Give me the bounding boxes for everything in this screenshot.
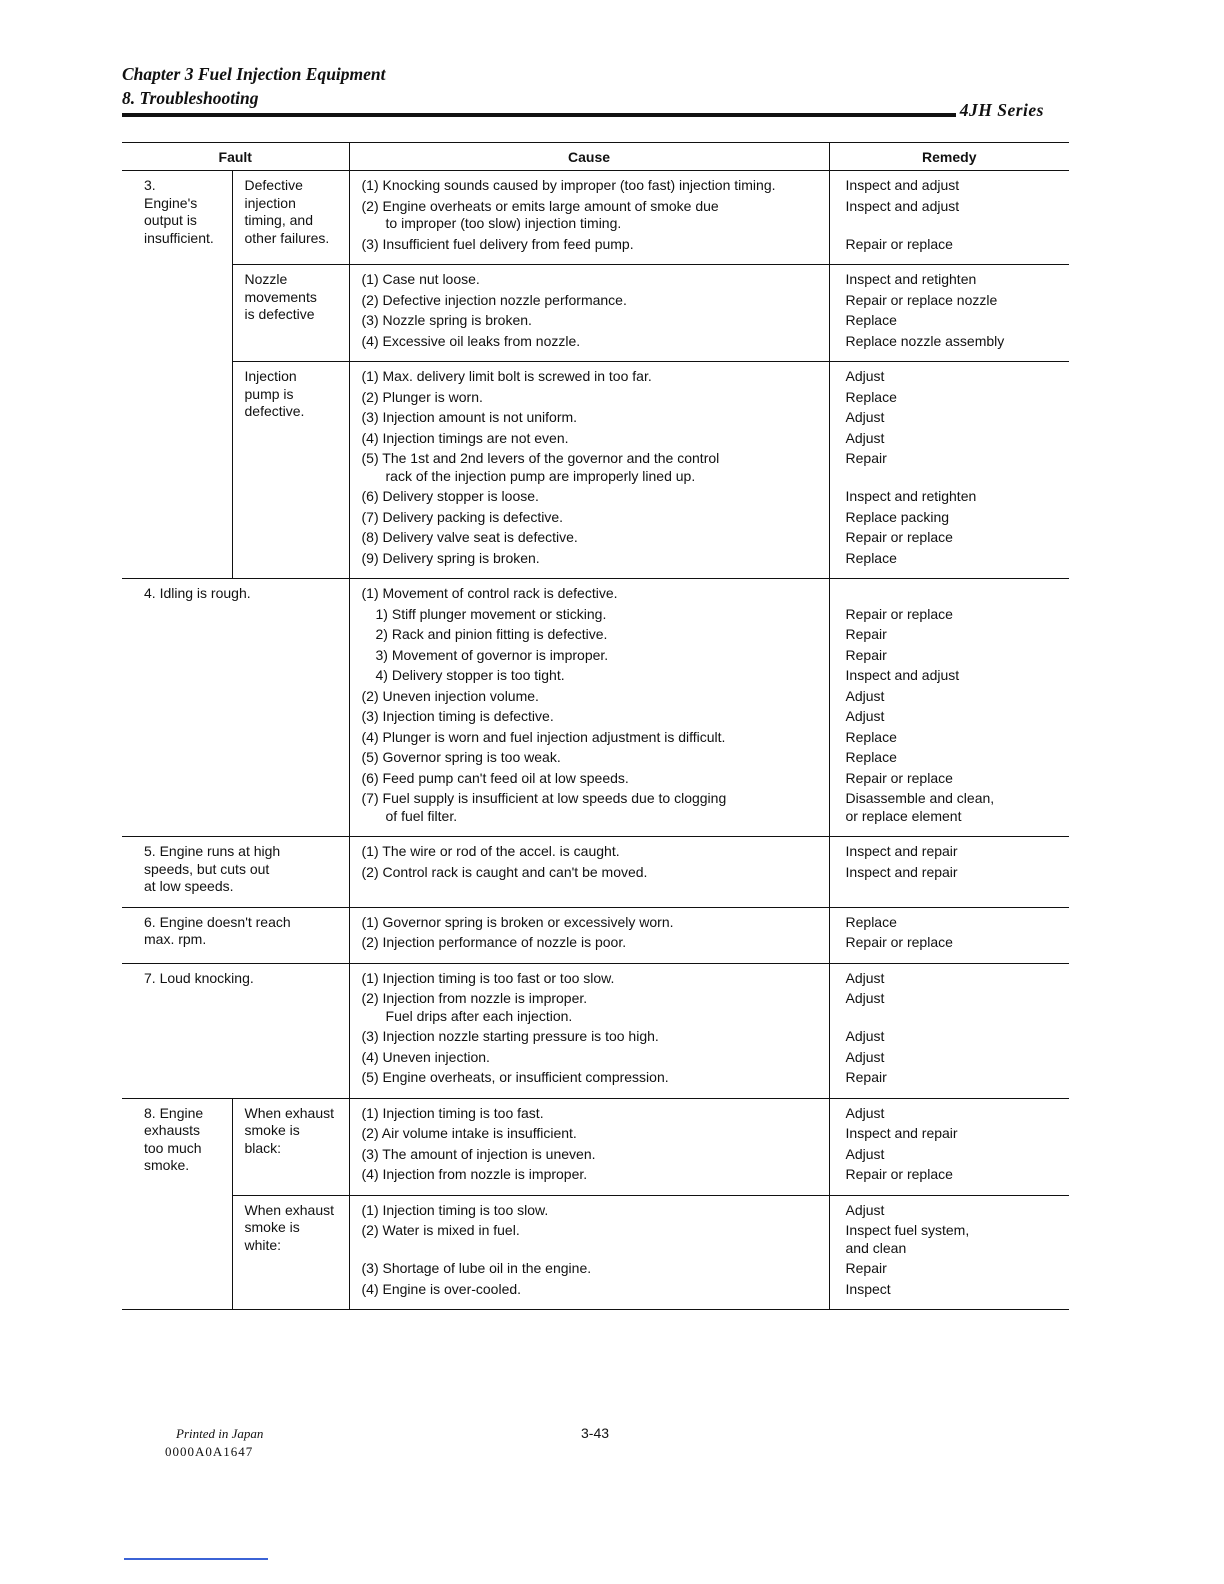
cause-line: (2) Uneven injection volume. <box>361 687 539 704</box>
remedy-cell <box>829 579 1069 837</box>
remedy-line: Adjust <box>845 1201 885 1218</box>
fault-line: at low speeds. <box>144 878 234 894</box>
cause-cell <box>349 837 829 908</box>
remedy-line <box>846 215 1066 232</box>
remedy-line: Repair or replace <box>845 934 953 950</box>
cause-line: (1) Case nut loose. <box>361 271 480 287</box>
remedy-line: Inspect and repair <box>845 1125 958 1141</box>
remedy-line: Adjust <box>845 687 885 704</box>
cause-line: of fuel filter. <box>385 807 458 824</box>
fault-line: 7. Loud knocking. <box>144 969 254 986</box>
cause-line: (1) Injection timing is too fast or too slow. <box>361 969 615 986</box>
cause-line: Fuel drips after each injection. <box>385 1007 573 1024</box>
cause-line: (2) Air volume intake is insufficient. <box>361 1125 577 1141</box>
fault-sub-line: white: <box>244 1236 282 1253</box>
remedy-header: Remedy <box>829 143 1069 171</box>
page-number: 3-43 <box>581 1425 610 1441</box>
remedy-line: Replace <box>845 913 897 930</box>
remedy-line: Inspect and repair <box>845 843 958 859</box>
cause-line: (2) Injection performance of nozzle is poor. <box>361 934 627 950</box>
remedy-cell <box>829 1098 1069 1195</box>
remedy-line: Replace <box>845 312 897 328</box>
cause-line: (5) Engine overheats, or insufficient compression. <box>361 1069 669 1085</box>
cause-line: (2) Plunger is worn. <box>361 388 483 405</box>
cause-cell <box>349 907 829 963</box>
cause-line: (1) Knocking sounds caused by improper (too fast) injection timing. <box>361 177 776 193</box>
fault-cell <box>122 963 349 1098</box>
remedy-line: Replace nozzle assembly <box>845 332 1005 349</box>
cause-cell <box>349 579 829 837</box>
cause-cell <box>349 171 829 265</box>
cause-line <box>362 1240 825 1257</box>
cause-cell <box>349 1098 829 1195</box>
cause-line: 2) Rack and pinion fitting is defective. <box>375 626 608 642</box>
table-row <box>122 1098 1069 1195</box>
cause-line: (9) Delivery spring is broken. <box>361 549 540 566</box>
printed-in-label: Printed in Japan <box>176 1426 264 1441</box>
remedy-line: Repair <box>845 1069 887 1085</box>
remedy-line: Repair <box>845 646 887 663</box>
remedy-line: Disassemble and clean, <box>845 790 995 806</box>
remedy-cell <box>829 963 1069 1098</box>
cause-cell <box>349 1195 829 1310</box>
fault-cell <box>122 1098 232 1310</box>
fault-sub-line: Defective <box>244 177 303 193</box>
remedy-line: Repair or replace <box>845 529 953 545</box>
fault-header: Fault <box>122 143 349 171</box>
remedy-line: Repair <box>845 626 887 642</box>
remedy-line: Repair or replace <box>845 605 953 622</box>
remedy-line: Replace <box>845 749 897 765</box>
fault-sub-line: smoke is <box>244 1122 300 1138</box>
cause-line: (1) Injection timing is too slow. <box>361 1201 549 1218</box>
remedy-line: Inspect and adjust <box>845 177 960 193</box>
cause-line: (5) The 1st and 2nd levers of the governor and the control <box>361 450 720 466</box>
remedy-cell <box>829 1195 1069 1310</box>
cause-line: (6) Delivery stopper is loose. <box>361 488 539 504</box>
fault-line: 6. Engine doesn't reach <box>144 913 291 930</box>
remedy-line: Adjust <box>845 969 885 986</box>
cause-line: (3) Injection amount is not uniform. <box>361 409 578 425</box>
remedy-line: Repair <box>845 450 887 466</box>
fault-sub-cell <box>232 1195 349 1310</box>
blue-underline <box>124 1558 268 1560</box>
remedy-line: Inspect and retighten <box>845 488 977 504</box>
cause-line: (4) Injection timings are not even. <box>361 429 569 446</box>
cause-cell <box>349 265 829 362</box>
cause-cell <box>349 963 829 1098</box>
cause-line: (8) Delivery valve seat is defective. <box>361 529 578 545</box>
remedy-line: or replace element <box>845 807 962 824</box>
table-row <box>122 963 1069 1098</box>
cause-line: (4) Plunger is worn and fuel injection adjustment is difficult. <box>361 728 726 745</box>
remedy-cell <box>829 362 1069 579</box>
fault-line: Engine's <box>144 194 198 211</box>
remedy-cell <box>829 171 1069 265</box>
cause-line: (2) Defective injection nozzle performance. <box>361 291 627 308</box>
fault-line: smoke. <box>144 1157 190 1173</box>
remedy-line: Inspect and adjust <box>845 197 960 214</box>
troubleshooting-table <box>122 142 1069 1310</box>
cause-line: (4) Uneven injection. <box>361 1048 490 1065</box>
fault-sub-line: When exhaust <box>244 1104 334 1121</box>
remedy-line: Inspect and retighten <box>845 271 977 287</box>
cause-line: (2) Control rack is caught and can't be moved. <box>361 863 648 880</box>
cause-line: 1) Stiff plunger movement or sticking. <box>375 605 607 622</box>
fault-cell <box>122 837 349 908</box>
remedy-line: Replace <box>845 728 897 745</box>
cause-line: (2) Injection from nozzle is improper. <box>361 990 588 1006</box>
remedy-line: Replace <box>845 549 897 566</box>
remedy-line <box>846 585 1066 602</box>
table-row <box>122 837 1069 908</box>
cause-line: (1) Movement of control rack is defective. <box>361 585 618 601</box>
remedy-line: Repair <box>845 1260 887 1276</box>
fault-line: too much <box>144 1139 202 1156</box>
remedy-line: Inspect and repair <box>845 863 958 880</box>
fault-sub-line: is defective <box>244 306 315 322</box>
remedy-line: Repair or replace nozzle <box>845 291 998 308</box>
fault-sub-cell <box>232 1098 349 1195</box>
cause-line: (3) Insufficient fuel delivery from feed pump. <box>361 235 634 252</box>
cause-line: (4) Injection from nozzle is improper. <box>361 1166 588 1182</box>
fault-sub-line: defective. <box>244 403 305 419</box>
table-header-row <box>122 143 1069 171</box>
section-title: 8. Troubleshooting <box>122 88 259 108</box>
fault-sub-line: black: <box>244 1139 282 1156</box>
fault-line: max. rpm. <box>144 931 207 947</box>
fault-line: speeds, but cuts out <box>144 860 270 877</box>
remedy-line: Adjust <box>845 708 885 724</box>
fault-sub-line: movements <box>244 288 317 305</box>
remedy-cell <box>829 837 1069 908</box>
cause-line: (4) Engine is over-cooled. <box>361 1280 522 1297</box>
fault-cell <box>122 907 349 963</box>
remedy-line: Adjust <box>845 1048 885 1065</box>
fault-cell <box>122 171 232 579</box>
remedy-line <box>846 1008 1066 1025</box>
header-rule <box>122 113 956 117</box>
fault-line: exhausts <box>144 1122 201 1138</box>
cause-cell <box>349 362 829 579</box>
cause-line: (1) Injection timing is too fast. <box>361 1104 544 1121</box>
remedy-cell <box>829 907 1069 963</box>
remedy-line: and clean <box>845 1239 907 1256</box>
remedy-line: Repair or replace <box>845 769 953 786</box>
cause-line: rack of the injection pump are improperly lined up. <box>385 467 696 484</box>
table-body <box>122 171 1069 1310</box>
fault-sub-cell <box>232 265 349 362</box>
cause-line: (4) Excessive oil leaks from nozzle. <box>361 332 581 349</box>
fault-sub-line: pump is <box>244 385 294 402</box>
chapter-title: Chapter 3 Fuel Injection Equipment <box>122 64 386 84</box>
cause-line: (1) Max. delivery limit bolt is screwed in too far. <box>361 368 652 384</box>
document-code: 0000A0A1647 <box>165 1444 254 1459</box>
cause-line: (7) Fuel supply is insufficient at low speeds due to clogging <box>361 790 727 806</box>
cause-line: (3) Nozzle spring is broken. <box>361 312 532 328</box>
cause-line: (3) The amount of injection is uneven. <box>361 1145 596 1162</box>
remedy-line: Inspect <box>845 1280 891 1297</box>
fault-line: 5. Engine runs at high <box>144 843 281 859</box>
fault-cell <box>122 579 349 837</box>
table-row <box>122 1195 1069 1310</box>
cause-line: (3) Injection timing is defective. <box>361 708 554 724</box>
cause-line: (6) Feed pump can't feed oil at low speeds. <box>361 769 629 786</box>
fault-sub-cell <box>232 171 349 265</box>
remedy-line: Adjust <box>845 368 885 384</box>
table-row <box>122 907 1069 963</box>
cause-line: (2) Engine overheats or emits large amount of smoke due <box>361 197 719 214</box>
remedy-line: Replace packing <box>845 508 950 525</box>
remedy-line: Repair or replace <box>845 235 953 252</box>
cause-line: 4) Delivery stopper is too tight. <box>375 667 565 683</box>
remedy-line: Inspect and adjust <box>845 667 960 683</box>
fault-line: output is <box>144 212 197 228</box>
fault-line: 3. <box>144 177 156 193</box>
cause-line: (1) The wire or rod of the accel. is caught. <box>361 843 620 859</box>
cause-header: Cause <box>349 143 829 171</box>
fault-sub-line: Injection <box>244 368 297 384</box>
fault-sub-line: smoke is <box>244 1219 300 1235</box>
table-row <box>122 579 1069 837</box>
remedy-line <box>846 468 1066 485</box>
cause-line: (5) Governor spring is too weak. <box>361 749 561 765</box>
remedy-line: Adjust <box>845 429 885 446</box>
remedy-cell <box>829 265 1069 362</box>
remedy-line: Adjust <box>845 1028 885 1044</box>
remedy-line: Adjust <box>845 990 885 1006</box>
cause-line: (1) Governor spring is broken or excessively worn. <box>361 913 674 930</box>
table-row <box>122 362 1069 579</box>
fault-sub-cell <box>232 362 349 579</box>
cause-line: 3) Movement of governor is improper. <box>375 646 609 663</box>
fault-sub-line: Nozzle <box>244 271 288 287</box>
fault-sub-line: injection <box>244 194 296 211</box>
fault-sub-line: When exhaust <box>244 1201 334 1218</box>
remedy-line: Adjust <box>845 409 885 425</box>
remedy-line: Adjust <box>845 1145 885 1162</box>
remedy-line: Replace <box>845 388 897 405</box>
cause-line: (2) Water is mixed in fuel. <box>361 1222 520 1238</box>
cause-line: (3) Shortage of lube oil in the engine. <box>361 1260 592 1276</box>
fault-line: 8. Engine <box>144 1104 204 1121</box>
remedy-line: Inspect fuel system, <box>845 1222 970 1238</box>
table-row <box>122 265 1069 362</box>
series-label: 4JH Series <box>959 100 1044 120</box>
fault-line: 4. Idling is rough. <box>144 585 251 601</box>
fault-line: insufficient. <box>144 229 214 246</box>
cause-line: (7) Delivery packing is defective. <box>361 508 564 525</box>
cause-line: to improper (too slow) injection timing. <box>385 215 622 231</box>
cause-line: (3) Injection nozzle starting pressure is too high. <box>361 1028 659 1044</box>
remedy-line: Repair or replace <box>845 1166 953 1182</box>
table-row <box>122 171 1069 265</box>
fault-sub-line: timing, and <box>244 212 313 228</box>
fault-sub-line: other failures. <box>244 229 330 246</box>
remedy-line: Adjust <box>845 1104 885 1121</box>
